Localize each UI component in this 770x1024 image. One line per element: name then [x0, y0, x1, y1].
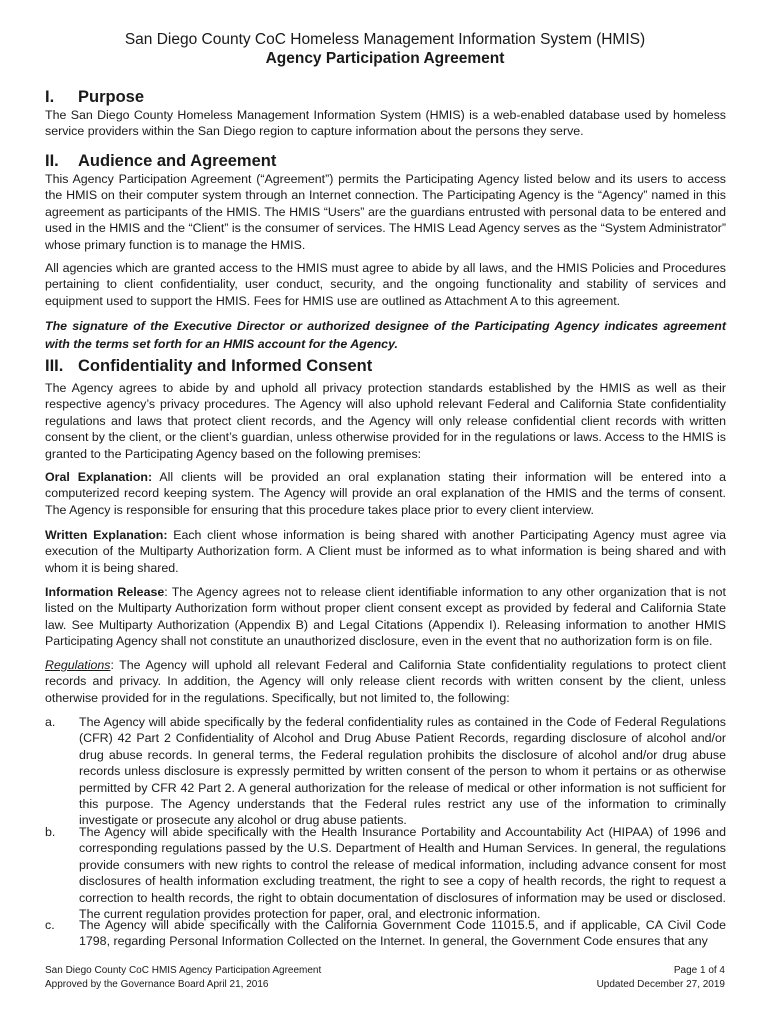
information-release-text: : The Agency agrees not to release client identifiable information to any other organization that is not listed on the Multiparty Authorization form without proper client consent except as provided by federal and California State law. See Multiparty Authorization (Appendix B) and Legal Citations (Appendix I). Releasing information to another HMIS Participating Agency shall not constitute an unauthorized disclosure, even in the event that no authorization form is on file.: [45, 585, 726, 649]
list-item-text: The Agency will abide specifically with the Health Insurance Portability and Accountability Act (HIPAA) of 1996 and corresponding regulations passed by the U.S. Department of Health and Human Services. In general, the regulations provide consumers with new rights to control the release of medical information, including advance consent for most disclosures of health information excluding treatment, the right to see a copy of health records, the right to request a correction to health records, the right to obtain documentation of disclosures of information may be used or disclosed. The current regulation provides protection for paper, oral, and electronic information.: [79, 825, 726, 922]
page-number: Page 1 of 4: [673, 965, 725, 976]
footer-approval: Approved by the Governance Board April 21, 2016: [45, 979, 269, 990]
section-number: I.: [45, 88, 55, 106]
section-title: Audience and Agreement: [78, 152, 277, 170]
section-heading-audience: [45, 152, 276, 171]
list-marker: a.: [45, 715, 56, 729]
audience-paragraph-1: This Agency Participation Agreement (“Agreement”) permits the Participating Agency listed below and its users to access the HMIS on their computer system through an Internet connection. The Participating Agency is the “Agency” named in this agreement as participants of the HMIS. The HMIS “Users” are the guardians entrusted with personal data to be entered and used in the HMIS and the “Client” is the consumer of services. The HMIS Lead Agency serves as the “System Administrator” whose primary function is to manage the HMIS.: [45, 172, 726, 252]
regulations-paragraph: [45, 657, 726, 706]
document-subtitle: Agency Participation Agreement: [265, 50, 505, 67]
oral-explanation-paragraph: [45, 469, 726, 518]
section-title: Purpose: [78, 88, 145, 106]
oral-explanation-text: All clients will be provided an oral explanation stating their information will be entered into a computerized record keeping system. The Agency will provide an oral explanation of the HMIS and the terms of consent. The Agency is responsible for ensuring that this procedure takes place prior to every client interview.: [45, 470, 726, 517]
confidentiality-paragraph: The Agency agrees to abide by and uphold all privacy protection standards established by the HMIS as well as their respective agency’s privacy procedures. The Agency will also uphold relevant Federal and California State confidentiality regulations and laws that protect client records, and the Agency will only release confidential client records with written consent by the client, or the client’s guardian, unless otherwise provided for in the regulations or laws. Access to the HMIS is granted to the Participating Agency based on the following premises:: [45, 381, 726, 461]
audience-paragraph-2: All agencies which are granted access to the HMIS must agree to abide by all laws, and the HMIS Policies and Procedures pertaining to client confidentiality, user conduct, security, and the ongoing functionality and stability of services and equipment used to support the HMIS. Fees for HMIS use are outlined as Attachment A to this agreement.: [45, 261, 726, 308]
oral-explanation-label: Oral Explanation:: [45, 470, 153, 484]
purpose-paragraph: The San Diego County Homeless Management Information System (HMIS) is a web-enabled database used by homeless service providers within the San Diego region to capture information about the persons they serve.: [45, 108, 726, 139]
section-number: II.: [45, 152, 59, 170]
section-number: III.: [45, 357, 64, 375]
list-marker: c.: [45, 918, 55, 932]
written-explanation-paragraph: [45, 527, 726, 576]
section-heading-purpose: [45, 88, 144, 107]
list-item-text: The Agency will abide specifically by the federal confidentiality rules as contained in the Code of Federal Regulations (CFR) 42 Part 2 Confidentiality of Alcohol and Drug Abuse Patient Records, regarding disclosure of alcohol and/or drug abuse records. In general terms, the Federal regulation prohibits the disclosure of alcohol and/or drug abuse records unless disclosure is expressly permitted by written consent of the person to whom it pertains or as otherwise permitted by CFR 42 Part 2. A general authorization for the release of medical or other information is not sufficient for this purpose. The Agency understands that the Federal rules restrict any use of the information to criminally investigate or prosecute any alcohol or drug abuse patients.: [79, 715, 726, 828]
written-explanation-text: Each client whose information is being shared with another Participating Agency must agree via execution of the Multiparty Authorization form. A Client must be informed as to what information is being shared and with whom it is being shared.: [45, 528, 726, 575]
regulations-label: Regulations: [45, 658, 111, 672]
list-item-text: The Agency will abide specifically with the California Government Code 11015.5, and if applicable, CA Civil Code 1798, regarding Personal Information Collected on the Internet. In general, the Government Code ensures that any: [79, 918, 726, 949]
information-release-paragraph: [45, 584, 726, 650]
document-title: San Diego County CoC Homeless Management Information System (HMIS): [124, 31, 646, 48]
information-release-label: Information Release: [45, 585, 165, 599]
list-marker: b.: [45, 825, 56, 839]
footer-document-name: San Diego County CoC HMIS Agency Participation Agreement: [45, 965, 322, 976]
section-title: Confidentiality and Informed Consent: [78, 357, 373, 375]
footer-updated-date: Updated December 27, 2019: [596, 979, 725, 990]
written-explanation-label: Written Explanation:: [45, 528, 168, 542]
regulations-text: : The Agency will uphold all relevant Federal and California State confidentiality regulations to protect client records and privacy. In addition, the Agency will only release client records with written consent by the client, unless otherwise provided for in the regulations. Specifically, but not limited to, the following:: [45, 658, 726, 705]
signature-note: The signature of the Executive Director or authorized designee of the Participating Agency indicates agreement with the terms set forth for an HMIS account for the Agency.: [45, 319, 726, 351]
footer-right: [597, 964, 725, 992]
footer-left: [45, 964, 321, 992]
section-heading-confidentiality: [45, 357, 372, 376]
